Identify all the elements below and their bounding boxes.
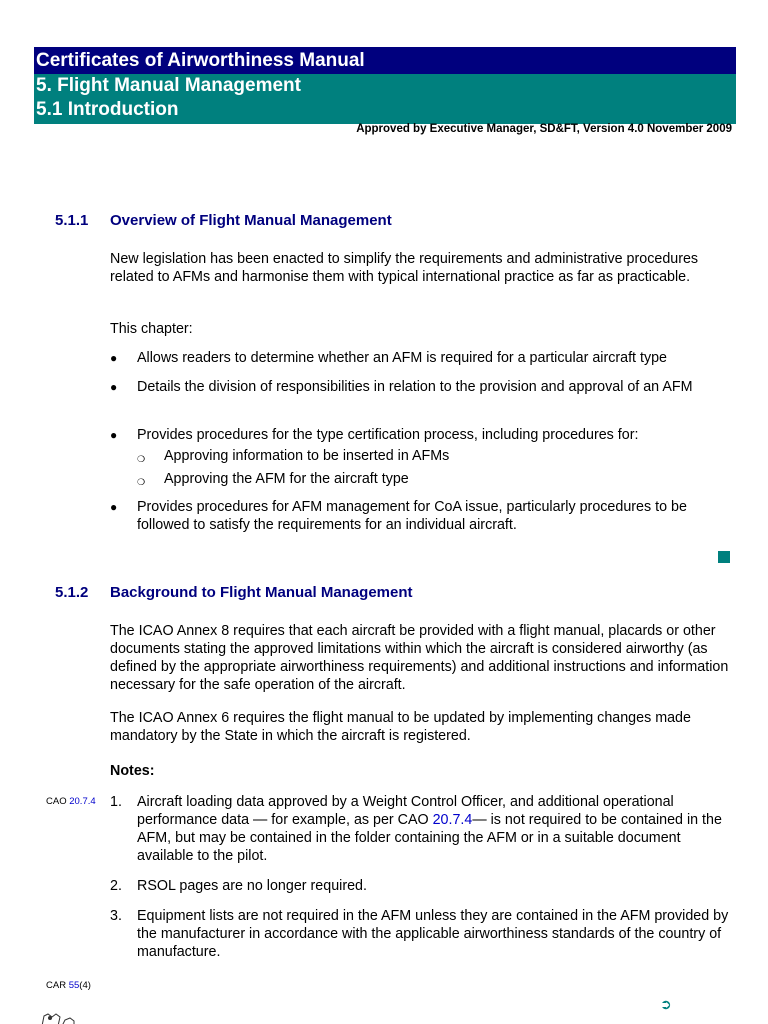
bullet-dot-icon: ●	[110, 351, 118, 365]
heading-number: 5.1.2	[55, 584, 89, 601]
continue-arrow-icon: ➲	[660, 996, 672, 1012]
manual-title: Certificates of Airworthiness Manual	[36, 50, 365, 71]
car-margin-link[interactable]: 55	[68, 980, 80, 991]
annex8-paragraph: The ICAO Annex 8 requires that each aircraft be provided with a flight manual, placards or other documents stating the approved limitations within which the aircraft is considered airworthy (as defined by the appropriate airworthiness requirements) and additional instructions and information necessary for the safe operation of the aircraft.	[110, 623, 729, 693]
bullet-dot-icon: ●	[110, 428, 118, 442]
cao-margin-link[interactable]: 20.7.4	[69, 796, 96, 807]
heading-title: Background to Flight Manual Management	[110, 584, 413, 601]
approval-line: Approved by Executive Manager, SD&FT, Version 4.0 November 2009	[356, 123, 732, 135]
bullet-dot-icon: ●	[110, 500, 118, 514]
cao-inline-link[interactable]: 20.7.4	[432, 812, 473, 828]
annex6-paragraph: The ICAO Annex 6 requires the flight manual to be updated by implementing changes made mandatory by the State in which the aircraft is registered.	[110, 710, 691, 744]
chapter-band	[34, 74, 736, 124]
heading-title: Overview of Flight Manual Management	[110, 212, 392, 229]
manual-title-band	[34, 47, 736, 74]
notes-heading: Notes:	[110, 763, 155, 779]
section-title: 5.1 Introduction	[36, 99, 179, 120]
coat-of-arms-logo	[38, 1012, 78, 1024]
sub-bullet-icon: ❍	[137, 477, 146, 487]
chapter-lead: This chapter:	[110, 321, 193, 337]
margin-ref-cao: CAO 20.7.4	[46, 796, 96, 807]
sub-bullet-icon: ❍	[137, 454, 146, 464]
margin-ref-car: CAR 55(4)	[46, 980, 91, 991]
heading-number: 5.1.1	[55, 212, 89, 229]
bullet-dot-icon: ●	[110, 380, 118, 394]
chapter-title: 5. Flight Manual Management	[36, 75, 301, 96]
intro-paragraph: New legislation has been enacted to simplify the requirements and administrative procedures related to AFMs and harmonise them with typical international practice as far as practicable.	[110, 251, 699, 285]
teal-square-icon	[718, 551, 730, 563]
